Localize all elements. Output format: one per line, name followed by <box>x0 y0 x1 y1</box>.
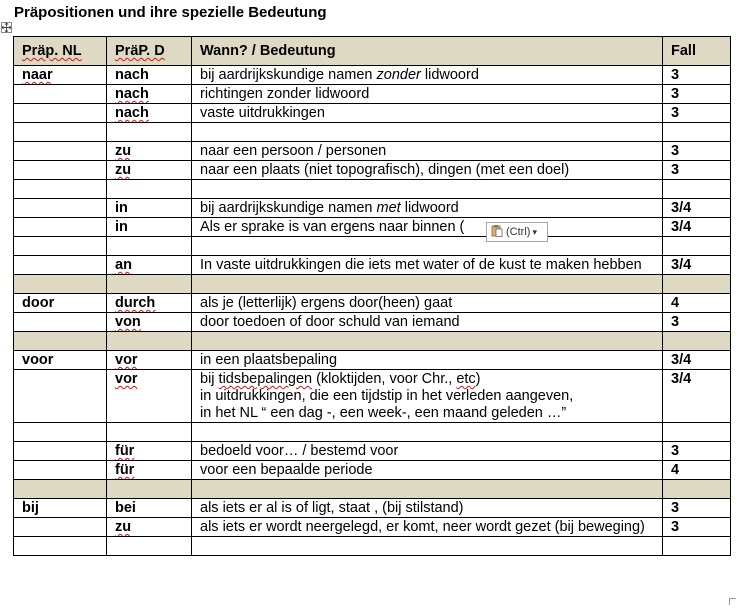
cell-prep-nl <box>14 370 107 423</box>
table-row-separator <box>14 480 731 499</box>
cell-prep-nl <box>14 85 107 104</box>
cell-case: 3/4 <box>663 256 731 275</box>
cell-meaning: als iets er wordt neergelegd, er komt, neer wordt gezet (bij beweging) <box>192 518 663 537</box>
cell-meaning: als je (letterlijk) ergens door(heen) gaat <box>192 294 663 313</box>
header-case: Fall <box>663 37 731 66</box>
table-row <box>14 499 731 518</box>
cell-prep-d: für <box>107 461 192 480</box>
cell-meaning: naar een plaats (niet topografisch), dingen (met een doel) <box>192 161 663 180</box>
move-arrows-icon <box>2 23 11 32</box>
table-row-separator <box>14 275 731 294</box>
cell-prep-d: von <box>107 313 192 332</box>
paste-options-button[interactable] <box>486 222 548 242</box>
cell-prep-d: zu <box>107 142 192 161</box>
cell-prep-nl <box>14 461 107 480</box>
cell-prep-d: in <box>107 218 192 237</box>
table-row <box>14 256 731 275</box>
cell-meaning: In vaste uitdrukkingen die iets met water of de kust te maken hebben <box>192 256 663 275</box>
cell-prep-d: nach <box>107 66 192 85</box>
table-row <box>14 218 731 237</box>
cell-prep-nl <box>14 518 107 537</box>
table-row <box>14 66 731 85</box>
cell-case: 3 <box>663 66 731 85</box>
cell-prep-nl: bij <box>14 499 107 518</box>
table-row-empty <box>14 537 731 556</box>
table-row <box>14 85 731 104</box>
cell-prep-d: zu <box>107 518 192 537</box>
table-row <box>14 518 731 537</box>
cell-prep-nl <box>14 256 107 275</box>
cell-prep-nl: door <box>14 294 107 313</box>
table-row <box>14 199 731 218</box>
table-row-empty <box>14 237 731 256</box>
cell-case: 3 <box>663 442 731 461</box>
cell-prep-d: für <box>107 442 192 461</box>
cell-prep-d: an <box>107 256 192 275</box>
cell-prep-nl <box>14 142 107 161</box>
cell-prep-d: nach <box>107 85 192 104</box>
cell-case: 3/4 <box>663 218 731 237</box>
cell-case: 3 <box>663 499 731 518</box>
table-row-empty <box>14 423 731 442</box>
header-prep-nl: Präp. NL <box>14 37 107 66</box>
prepositions-table <box>13 36 731 556</box>
cell-case: 3 <box>663 161 731 180</box>
cell-prep-d: bei <box>107 499 192 518</box>
cell-prep-d: durch <box>107 294 192 313</box>
cell-case: 3 <box>663 518 731 537</box>
table-row <box>14 142 731 161</box>
cell-prep-nl <box>14 442 107 461</box>
table-row <box>14 370 731 423</box>
cell-prep-d: vor <box>107 351 192 370</box>
cell-prep-d: nach <box>107 104 192 123</box>
cell-case: 3/4 <box>663 351 731 370</box>
cell-meaning: voor een bepaalde periode <box>192 461 663 480</box>
cell-case: 3/4 <box>663 370 731 423</box>
table-row <box>14 294 731 313</box>
table-row <box>14 442 731 461</box>
cell-case: 3 <box>663 142 731 161</box>
cell-case: 3 <box>663 104 731 123</box>
cell-prep-nl <box>14 161 107 180</box>
cell-prep-nl <box>14 199 107 218</box>
cell-meaning: vaste uitdrukkingen <box>192 104 663 123</box>
table-row <box>14 461 731 480</box>
table-row <box>14 161 731 180</box>
document-title: Präpositionen und ihre spezielle Bedeutung <box>14 4 327 21</box>
cell-case: 3/4 <box>663 199 731 218</box>
table-row-empty <box>14 123 731 142</box>
cell-meaning: bij aardrijkskundige namen zonder lidwoord <box>192 66 663 85</box>
cell-meaning: bij aardrijkskundige namen met lidwoord <box>192 199 663 218</box>
cell-prep-d: zu <box>107 161 192 180</box>
cell-case: 4 <box>663 461 731 480</box>
cell-meaning: bij tidsbepalingen (kloktijden, voor Chr., etc) in uitdrukkingen, die een tijdstip in het verleden aangeven, in het NL “ een dag -, een week-, een maand geleden …” <box>192 370 663 423</box>
header-meaning: Wann? / Bedeutung <box>192 37 663 66</box>
table-row <box>14 104 731 123</box>
table-row <box>14 313 731 332</box>
cell-case: 3 <box>663 313 731 332</box>
cell-prep-nl: naar <box>14 66 107 85</box>
cell-prep-nl <box>14 104 107 123</box>
cell-case: 4 <box>663 294 731 313</box>
header-prep-d: PräP. D <box>107 37 192 66</box>
cell-meaning: door toedoen of door schuld van iemand <box>192 313 663 332</box>
cell-meaning: Als er sprake is van ergens naar binnen ( <box>192 218 663 237</box>
cell-meaning: naar een persoon / personen <box>192 142 663 161</box>
cell-prep-d: in <box>107 199 192 218</box>
table-header-row <box>14 37 731 66</box>
cell-prep-nl <box>14 218 107 237</box>
paste-options-label: (Ctrl) <box>506 226 531 238</box>
cell-meaning: in een plaatsbepaling <box>192 351 663 370</box>
cell-prep-d: vor <box>107 370 192 423</box>
cell-meaning: richtingen zonder lidwoord <box>192 85 663 104</box>
cell-case: 3 <box>663 85 731 104</box>
table-move-handle[interactable] <box>1 22 12 33</box>
table-row-separator <box>14 332 731 351</box>
page-corner-mark <box>729 598 736 605</box>
cell-prep-nl: voor <box>14 351 107 370</box>
cell-meaning: bedoeld voor… / bestemd voor <box>192 442 663 461</box>
clipboard-icon <box>491 224 503 240</box>
cell-prep-nl <box>14 313 107 332</box>
cell-meaning: als iets er al is of ligt, staat , (bij stilstand) <box>192 499 663 518</box>
chevron-down-icon: ▾ <box>532 226 537 237</box>
table-row-empty <box>14 180 731 199</box>
table-row <box>14 351 731 370</box>
